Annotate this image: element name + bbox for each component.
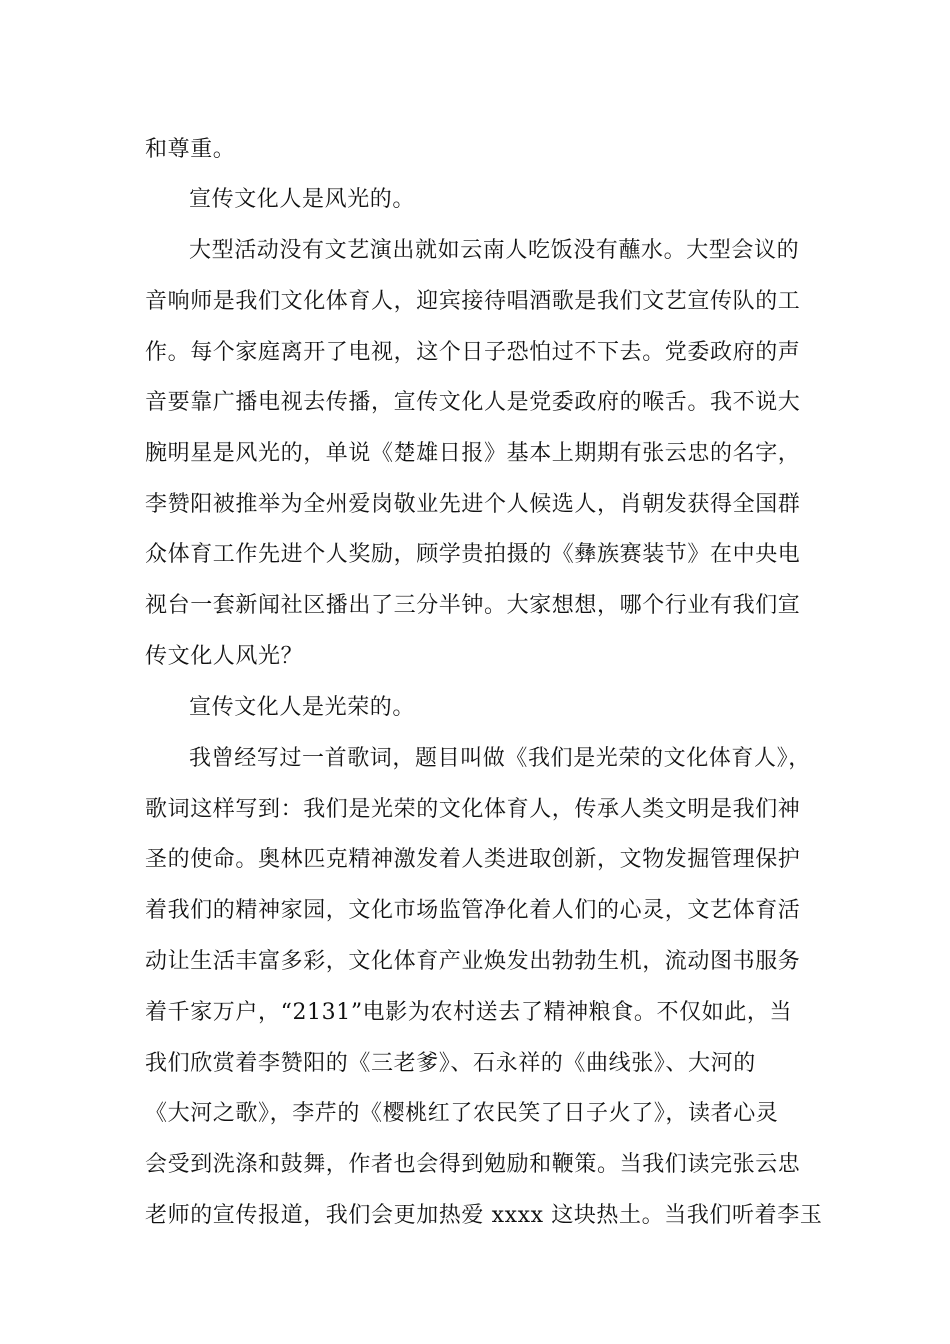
- text-line-9: 众体育工作先进个人奖励，顾学贵拍摄的《彝族赛装节》在中央电: [145, 542, 801, 567]
- text-line-11: 传文化人风光？: [145, 644, 304, 669]
- text-line-20: 《大河之歌》，李芹的《樱桃红了农民笑了日子火了》，读者心灵: [145, 1101, 779, 1126]
- text-line-4: 音响师是我们文化体育人，迎宾接待唱酒歌是我们文艺宣传队的工: [145, 289, 801, 314]
- text-line-3: 大型活动没有文艺演出就如云南人吃饭没有蘸水。大型会议的: [189, 238, 800, 263]
- text-line-21: 会受到洗涤和鼓舞，作者也会得到勉励和鞭策。当我们读完张云忠: [145, 1152, 801, 1177]
- text-line-6: 音要靠广播电视去传播，宣传文化人是党委政府的喉舌。我不说大: [145, 390, 801, 415]
- text-line-7: 腕明星是风光的，单说《楚雄日报》基本上期期有张云忠的名字，: [145, 441, 801, 466]
- text-line-22: 老师的宣传报道，我们会更加热爱 xxxx 这块热土。当我们听着李玉: [145, 1203, 823, 1228]
- text-line-5: 作。每个家庭离开了电视，这个日子恐怕过不下去。党委政府的声: [145, 340, 801, 365]
- text-line-13: 我曾经写过一首歌词，题目叫做《我们是光荣的文化体育人》，: [189, 746, 811, 771]
- text-line-15: 圣的使命。奥林匹克精神激发着人类进取创新，文物发掘管理保护: [145, 847, 801, 872]
- text-line-17: 动让生活丰富多彩，文化体育产业焕发出勃勃生机，流动图书服务: [145, 949, 801, 974]
- text-line-16: 着我们的精神家园，文化市场监管净化着人们的心灵，文艺体育活: [145, 898, 801, 923]
- text-line-14: 歌词这样写到：我们是光荣的文化体育人，传承人类文明是我们神: [145, 797, 801, 822]
- text-line-19: 我们欣赏着李赞阳的《三老爹》、石永祥的《曲线张》、大河的: [145, 1051, 756, 1076]
- text-line-1: 和尊重。: [145, 137, 236, 162]
- section-heading-glory: 宣传文化人是光荣的。: [189, 695, 416, 720]
- text-line-10: 视台一套新闻社区播出了三分半钟。大家想想，哪个行业有我们宣: [145, 593, 801, 618]
- section-heading-scenery: 宣传文化人是风光的。: [189, 187, 416, 212]
- text-line-18: 着千家万户，“2131”电影为农村送去了精神粮食。不仅如此，当: [145, 1000, 793, 1025]
- text-line-8: 李赞阳被推举为全州爱岗敬业先进个人候选人，肖朝发获得全国群: [145, 492, 801, 517]
